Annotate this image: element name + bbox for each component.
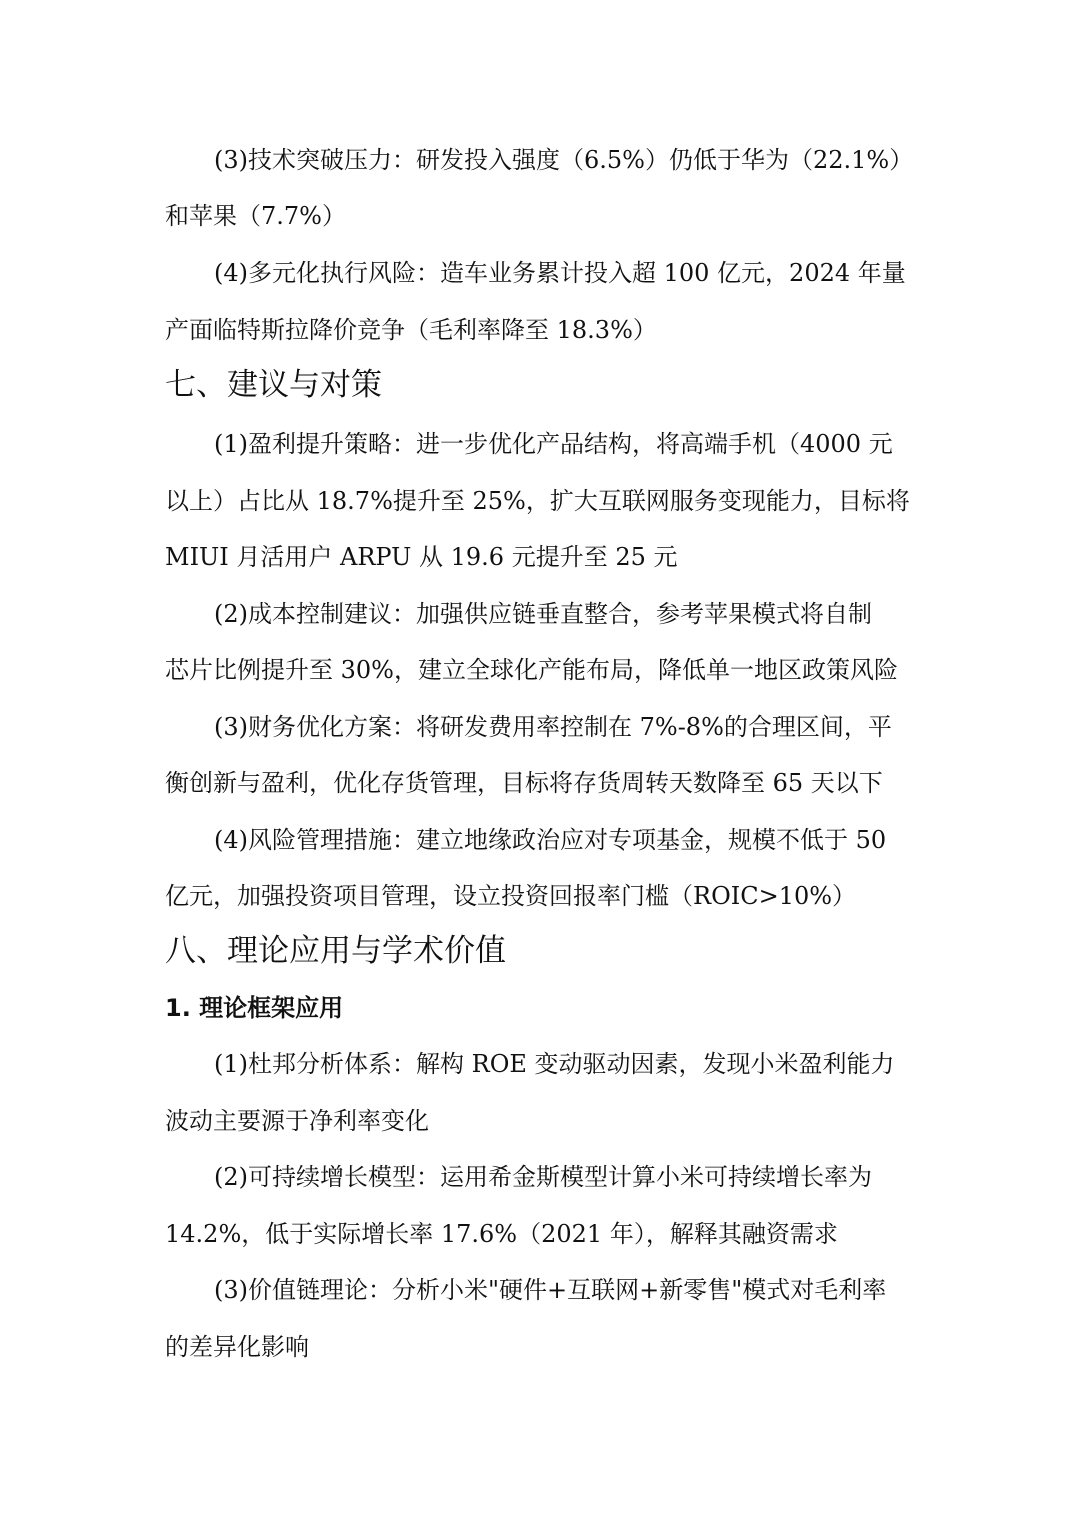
subsection-heading-1: 1. 理论框架应用 [165,994,344,1022]
paragraph-risk-line-2: 亿元，加强投资项目管理，设立投资回报率门槛（ROIC>10%） [165,882,857,910]
paragraph-diversification-line-2: 产面临特斯拉降价竞争（毛利率降至 18.3%） [165,316,657,344]
paragraph-profit-line-1: (1)盈利提升策略：进一步优化产品结构，将高端手机（4000 元 [214,430,893,458]
paragraph-cost-line-1: (2)成本控制建议：加强供应链垂直整合，参考苹果模式将自制 [214,600,872,628]
section-heading-8: 八、理论应用与学术价值 [165,933,506,969]
paragraph-profit-line-3: MIUI 月活用户 ARPU 从 19.6 元提升至 25 元 [165,543,678,571]
paragraph-tech-pressure-line-1: (3)技术突破压力：研发投入强度（6.5%）仍低于华为（22.1%） [214,146,914,174]
paragraph-dupont-line-2: 波动主要源于净利率变化 [165,1107,429,1135]
paragraph-tech-pressure-line-2: 和苹果（7.7%） [165,202,346,230]
paragraph-cost-line-2: 芯片比例提升至 30%，建立全球化产能布局，降低单一地区政策风险 [165,656,898,684]
paragraph-value-chain-line-1: (3)价值链理论：分析小米"硬件+互联网+新零售"模式对毛利率 [214,1276,887,1304]
paragraph-finance-line-1: (3)财务优化方案：将研发费用率控制在 7%-8%的合理区间，平 [214,713,892,741]
paragraph-risk-line-1: (4)风险管理措施：建立地缘政治应对专项基金，规模不低于 50 [214,826,887,854]
paragraph-growth-line-1: (2)可持续增长模型：运用希金斯模型计算小米可持续增长率为 [214,1163,872,1191]
paragraph-finance-line-2: 衡创新与盈利，优化存货管理，目标将存货周转天数降至 65 天以下 [165,769,883,797]
section-heading-7: 七、建议与对策 [165,367,382,403]
paragraph-profit-line-2: 以上）占比从 18.7%提升至 25%，扩大互联网服务变现能力，目标将 [165,487,910,515]
paragraph-value-chain-line-2: 的差异化影响 [165,1333,309,1361]
paragraph-growth-line-2: 14.2%，低于实际增长率 17.6%（2021 年），解释其融资需求 [165,1220,838,1248]
paragraph-dupont-line-1: (1)杜邦分析体系：解构 ROE 变动驱动因素，发现小米盈利能力 [214,1050,895,1078]
paragraph-diversification-line-1: (4)多元化执行风险：造车业务累计投入超 100 亿元，2024 年量 [214,259,906,287]
